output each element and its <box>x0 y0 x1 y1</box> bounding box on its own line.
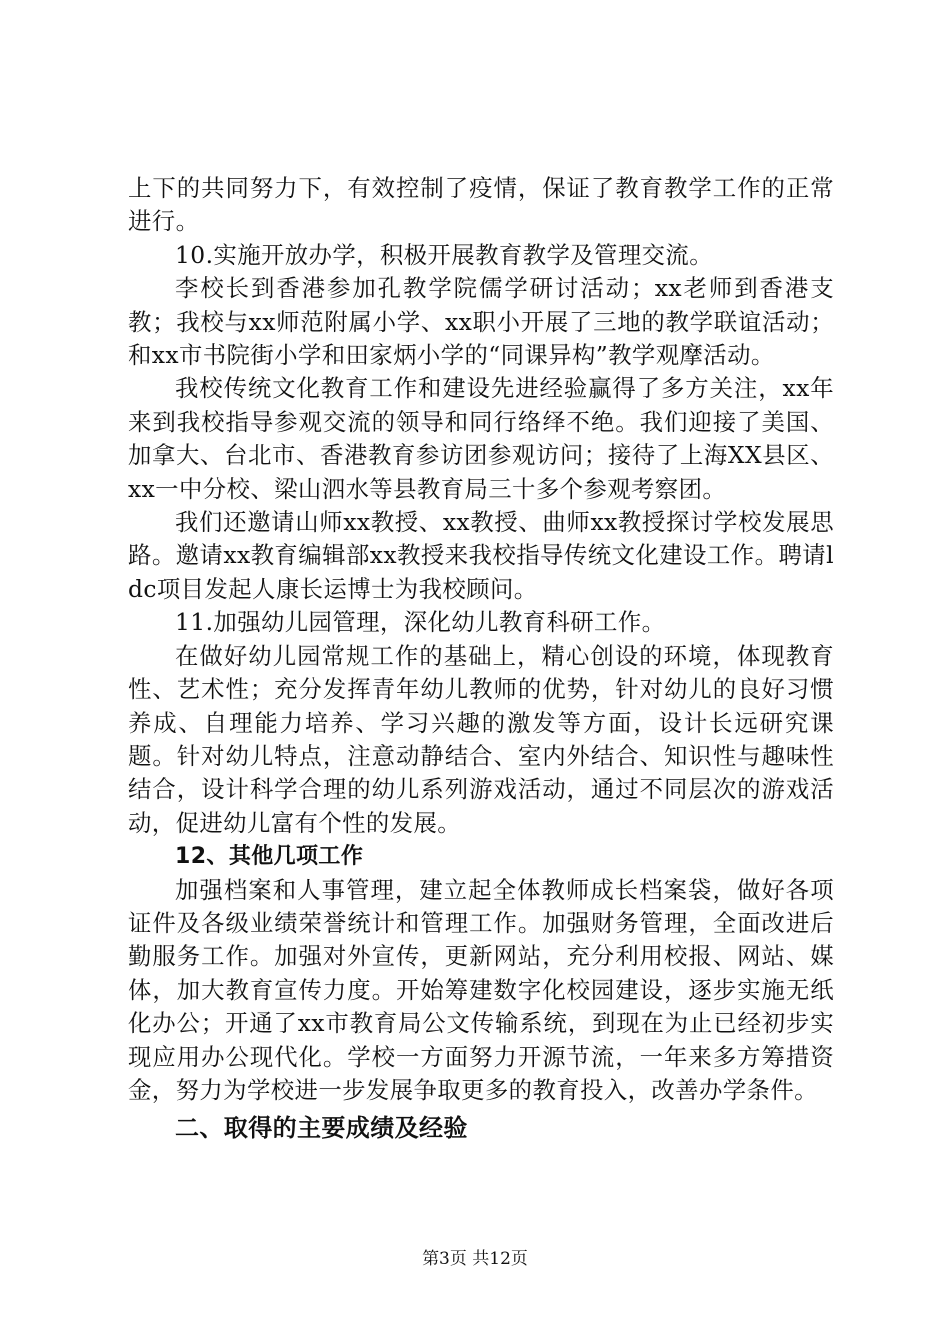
paragraph-exchange: 李校长到香港参加孔教学院儒学研讨活动；xx老师到香港支教；我校与xx师范附属小学、xx职小开展了三地的教学联谊活动；和xx市书院街小学和田家炳小学的“同课异构”教学观摩活动。 <box>128 274 834 370</box>
major-heading-achievements: 二、取得的主要成绩及经验 <box>175 1114 468 1143</box>
paragraph-visits: 我校传统文化教育工作和建设先进经验赢得了多方关注，xx年来到我校指导参观交流的领导和同行络绎不绝。我们迎接了美国、加拿大、台北市、香港教育参访团参观访问；接待了上海XX县区、xx一中分校、梁山泗水等县教育局三十多个参观考察团。 <box>128 374 834 503</box>
paragraph-continuation: 上下的共同努力下，有效控制了疫情，保证了教育教学工作的正常进行。 <box>128 174 834 236</box>
document-body <box>128 172 834 1147</box>
section-heading-11: 11.加强幼儿园管理，深化幼儿教育科研工作。 <box>175 608 666 637</box>
paragraph-experts: 我们还邀请山师xx教授、xx教授、曲师xx教授探讨学校发展思路。邀请xx教育编辑部xx教授来我校指导传统文化建设工作。聘请ldc项目发起人康长运博士为我校顾问。 <box>128 508 834 603</box>
section-heading-10: 10.实施开放办学，积极开展教育教学及管理交流。 <box>175 240 713 269</box>
section-heading-12: 12、其他几项工作 <box>175 844 364 870</box>
page-number-footer: 第3页 共12页 <box>422 1249 528 1269</box>
paragraph-kindergarten: 在做好幼儿园常规工作的基础上，精心创设的环境，体现教育性、艺术性；充分发挥青年幼儿教师的优势，针对幼儿的良好习惯养成、自理能力培养、学习兴趣的激发等方面，设计长远研究课题。针对幼儿特点，注意动静结合、室内外结合、知识性与趣味性结合，设计科学合理的幼儿系列游戏活动，通过不同层次的游戏活动，促进幼儿富有个性的发展。 <box>128 641 834 837</box>
paragraph-other-work: 加强档案和人事管理，建立起全体教师成长档案袋，做好各项证件及各级业绩荣誉统计和管理工作。加强财务管理，全面改进后勤服务工作。加强对外宣传，更新网站，充分利用校报、网站、媒体，加大教育宣传力度。开始筹建数字化校园建设，逐步实施无纸化办公；开通了xx市教育局公文传输系统，到现在为止已经初步实现应用办公现代化。学校一方面努力开源节流，一年来多方筹措资金，努力为学校进一步发展争取更多的教育投入，改善办学条件。 <box>128 875 834 1104</box>
